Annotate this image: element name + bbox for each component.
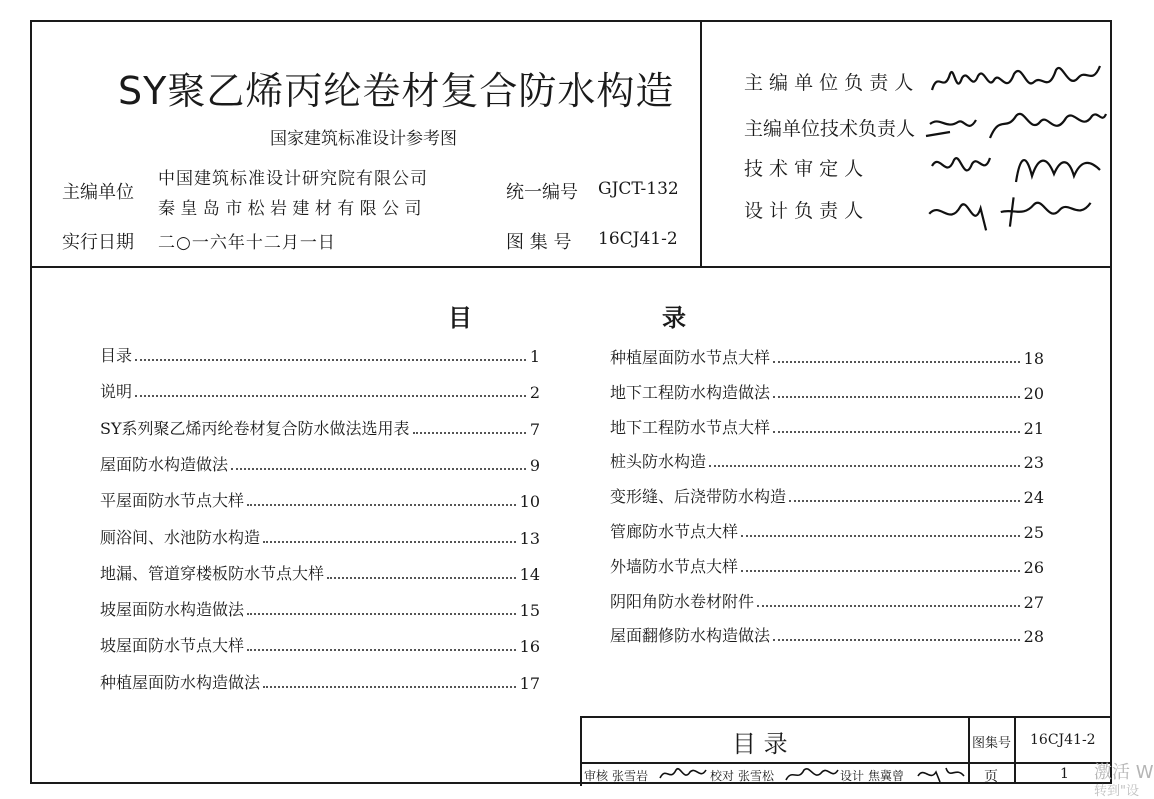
editor-label: 主编单位: [62, 182, 134, 203]
toc-leader-dots: [135, 359, 526, 361]
toc-entry-page: 24: [1023, 488, 1044, 508]
toc-entry-page: 9: [529, 455, 540, 475]
toc-entry-title: 外墙防水节点大样: [610, 556, 739, 576]
toc-entry-title: 目录: [100, 346, 133, 365]
toc-leader-dots: [247, 649, 516, 651]
date-value: 二○一六年十二月一日: [158, 233, 336, 253]
code-label: 统一编号: [506, 182, 578, 203]
review-name: 张雪岩: [612, 769, 649, 783]
toc-entry: [100, 524, 540, 548]
toc-leader-dots: [773, 361, 1020, 363]
toc-entry: [100, 342, 540, 366]
title-block-page-value: 1: [1060, 766, 1069, 782]
toc-leader-dots: [741, 535, 1020, 537]
toc-heading-right: 录: [662, 304, 686, 332]
toc-leader-dots: [773, 396, 1020, 398]
toc-entry-page: 20: [1023, 383, 1044, 403]
toc-entry: [100, 669, 540, 693]
toc-leader-dots: [247, 504, 516, 506]
design-label: 设计: [840, 769, 865, 783]
signature-tech-head: [920, 102, 1110, 146]
toc-entry: [100, 596, 540, 620]
toc-entry-page: 14: [519, 564, 540, 584]
toc-entry: [100, 560, 540, 584]
toc-entry: [610, 379, 1044, 403]
review-label: 审核: [584, 769, 609, 783]
toc-entry-page: 18: [1023, 349, 1044, 368]
editor-unit-2: 秦 皇 岛 市 松 岩 建 材 有 限 公 司: [158, 199, 422, 219]
toc-entry: [610, 344, 1044, 368]
toc-entry-page: 25: [1023, 523, 1044, 542]
toc-entry-title: 桩头防水构造: [610, 452, 707, 472]
toc-entry: [610, 483, 1044, 507]
page-title: SY聚乙烯丙纶卷材复合防水构造: [118, 69, 675, 113]
title-block: [580, 716, 1112, 786]
toc-entry-title: 屋面翻修防水构造做法: [610, 626, 771, 646]
toc-entry-page: 1: [529, 347, 540, 366]
toc-entry: [610, 448, 1044, 472]
check-label: 校对: [710, 769, 735, 783]
code-value: GJCT-132: [598, 179, 679, 199]
toc-entry: [610, 414, 1044, 438]
toc-entry-page: 17: [519, 673, 540, 693]
toc-leader-dots: [773, 431, 1020, 433]
title-block-page-label: 页: [984, 769, 998, 785]
toc-entry-page: 26: [1023, 557, 1044, 577]
toc-entry: [100, 451, 540, 475]
toc-entry: [610, 518, 1044, 542]
signature-reviewer: [928, 146, 1108, 190]
toc-entry-page: 2: [529, 383, 540, 403]
toc-entry: [100, 632, 540, 656]
signature-design-head: [914, 190, 1104, 234]
design-signature: [916, 764, 966, 784]
toc-entry-title: 地漏、管道穿楼板防水节点大样: [100, 563, 325, 583]
title-block-atlas-value: 16CJ41-2: [1030, 732, 1096, 748]
toc-entry: [610, 588, 1044, 612]
toc-entry-page: 10: [519, 492, 540, 512]
toc-entry-page: 27: [1023, 592, 1044, 612]
toc-entry: [100, 487, 540, 511]
toc-entry-title: 坡屋面防水节点大样: [100, 636, 245, 656]
toc-leader-dots: [135, 395, 526, 397]
toc-leader-dots: [263, 541, 516, 543]
toc-entry-title: 种植屋面防水构造做法: [100, 672, 261, 692]
role-reviewer: 技 术 审 定 人: [744, 158, 864, 180]
toc-entry-page: 16: [519, 637, 540, 657]
title-block-atlas-label: 图集号: [972, 736, 1012, 751]
toc-entry-title: 厕浴间、水池防水构造: [100, 527, 261, 547]
atlas-value: 16CJ41-2: [598, 229, 678, 249]
toc-entry-page: 28: [1023, 627, 1044, 647]
toc-entry: [610, 622, 1044, 646]
toc-entry-title: 管廊防水节点大样: [610, 522, 739, 541]
toc-leader-dots: [327, 577, 516, 579]
toc-entry-page: 7: [529, 419, 540, 439]
toc-leader-dots: [757, 605, 1020, 607]
atlas-label: 图 集 号: [506, 232, 572, 253]
toc-heading-left: 目: [448, 304, 472, 332]
toc-entry-page: 15: [519, 601, 540, 621]
header-block: [32, 22, 1110, 268]
check-name: 张雪松: [738, 769, 775, 783]
toc-entry-title: 平屋面防水节点大样: [100, 491, 245, 511]
toc-leader-dots: [263, 686, 516, 688]
toc-entry-title: 种植屋面防水节点大样: [610, 348, 771, 367]
toc-entry-title: 变形缝、后浇带防水构造: [610, 487, 787, 507]
toc-entry-title: 坡屋面防水构造做法: [100, 600, 245, 620]
toc-leader-dots: [741, 570, 1020, 572]
review-signature: [658, 764, 708, 784]
toc-leader-dots: [773, 639, 1020, 641]
toc-entry-title: 阴阳角防水卷材附件: [610, 591, 755, 611]
date-label: 实行日期: [62, 232, 134, 253]
toc-entry-page: 21: [1023, 418, 1044, 438]
toc-entry-title: 屋面防水构造做法: [100, 454, 229, 474]
header-divider: [700, 22, 702, 266]
toc-entry-page: 13: [519, 528, 540, 548]
activation-watermark-sub: 转到"设: [1094, 784, 1139, 799]
toc-leader-dots: [247, 613, 516, 615]
toc-entry: [100, 378, 540, 402]
toc-leader-dots: [709, 465, 1020, 467]
toc-entry-page: 23: [1023, 453, 1044, 473]
toc-leader-dots: [231, 468, 526, 470]
design-name: 焦冀曾: [868, 769, 905, 783]
check-signature: [784, 764, 840, 784]
role-design-head: 设 计 负 责 人: [744, 200, 864, 222]
drawing-sheet: [30, 20, 1112, 784]
toc-entry-title: 说明: [100, 382, 133, 402]
activation-watermark: 激活 W: [1094, 762, 1154, 783]
toc-entry-title: 地下工程防水节点大样: [610, 417, 771, 437]
signature-unit-head: [928, 60, 1104, 104]
toc-leader-dots: [413, 432, 526, 434]
role-tech-head: 主编单位技术负责人: [744, 118, 916, 140]
role-unit-head: 主 编 单 位 负 责 人: [744, 72, 914, 94]
toc-entry-title: SY系列聚乙烯丙纶卷材复合防水做法选用表: [100, 418, 410, 438]
toc-leader-dots: [789, 500, 1020, 502]
toc-entry-title: 地下工程防水构造做法: [610, 382, 771, 402]
page-subtitle: 国家建筑标准设计参考图: [270, 129, 457, 149]
title-block-name: 目 录: [732, 730, 788, 758]
toc-entry: [610, 553, 1044, 577]
toc-entry: [100, 415, 540, 439]
editor-unit-1: 中国建筑标准设计研究院有限公司: [158, 169, 428, 189]
